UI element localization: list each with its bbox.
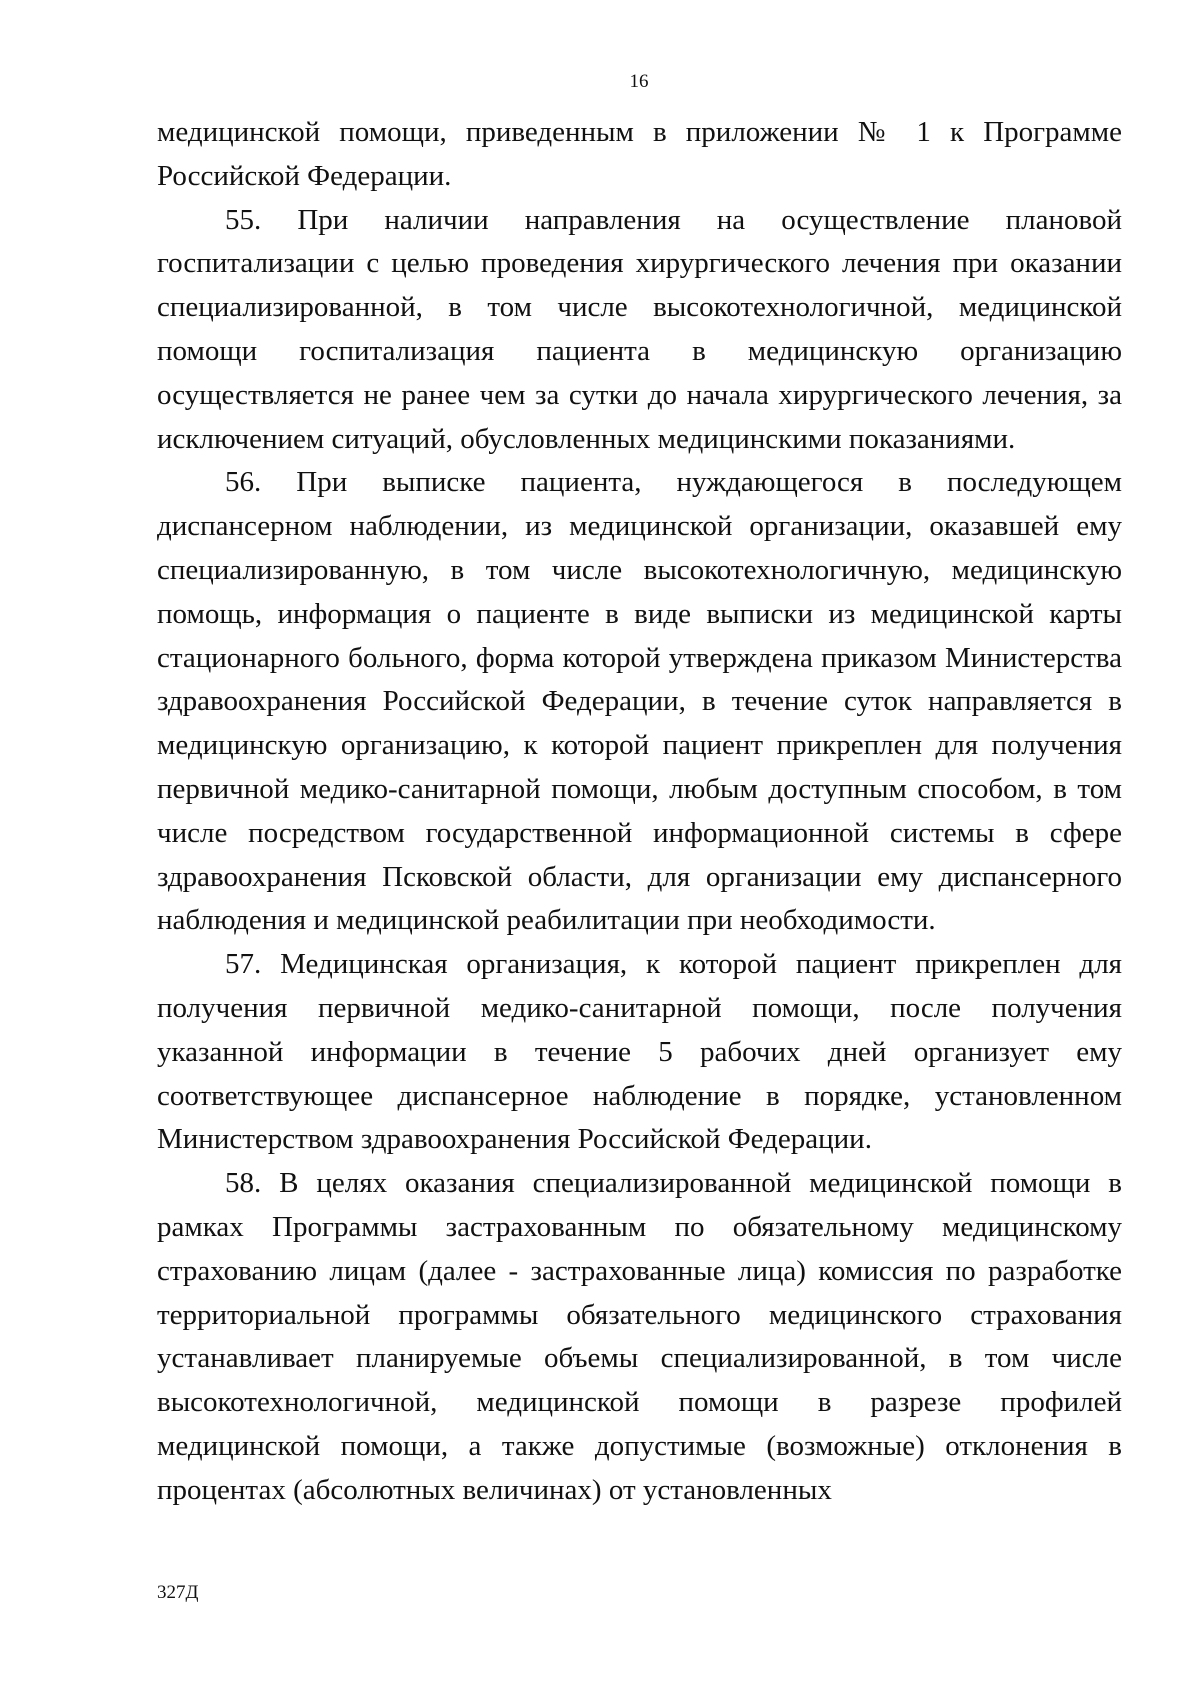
paragraph-continuation: медицинской помощи, приведенным в приложении № 1 к Программе Российской Федерации. [157, 116, 1122, 192]
paragraph-57: 57. Медицинская организация, к которой пациент прикреплен для получения первичной медико-санитарной помощи, после получения указанной информации в течение 5 рабочих дней организует ему соответствующее диспансерное наблюдение в порядке, установленном Министерством здравоохранения Российской Федерации. [157, 948, 1122, 1156]
page-number: 16 [629, 71, 649, 92]
document-code: 327Д [157, 1582, 199, 1603]
document-body [157, 111, 1122, 1513]
paragraph-58: 58. В целях оказания специализированной медицинской помощи в рамках Программы застрахованным по обязательному медицинскому страхованию лицам (далее - застрахованные лица) комиссия по разработке территориальной программы обязательного медицинского страхования устанавливает планируемые объемы специализированной, в том числе высокотехнологичной, медицинской помощи в разрезе профилей медицинской помощи, а также допустимые (возможные) отклонения в процентах (абсолютных величинах) от установленных [157, 1167, 1122, 1506]
paragraph-55: 55. При наличии направления на осуществление плановой госпитализации с целью проведения хирургического лечения при оказании специализированной, в том числе высокотехнологичной, медицинской помощи госпитализация пациента в медицинскую организацию осуществляется не ранее чем за сутки до начала хирургического лечения, за исключением ситуаций, обусловленных медицинскими показаниями. [157, 203, 1122, 455]
paragraph-56: 56. При выписке пациента, нуждающегося в последующем диспансерном наблюдении, из медицинской организации, оказавшей ему специализированную, в том числе высокотехнологичную, медицинскую помощь, информация о пациенте в виде выписки из медицинской карты стационарного больного, форма которой утверждена приказом Министерства здравоохранения Российской Федерации, в течение суток направляется в медицинскую организацию, к которой пациент прикреплен для получения первичной медико-санитарной помощи, любым доступным способом, в том числе посредством государственной информационной системы в сфере здравоохранения Псковской области, для организации ему диспансерного наблюдения и медицинской реабилитации при необходимости. [157, 466, 1122, 937]
